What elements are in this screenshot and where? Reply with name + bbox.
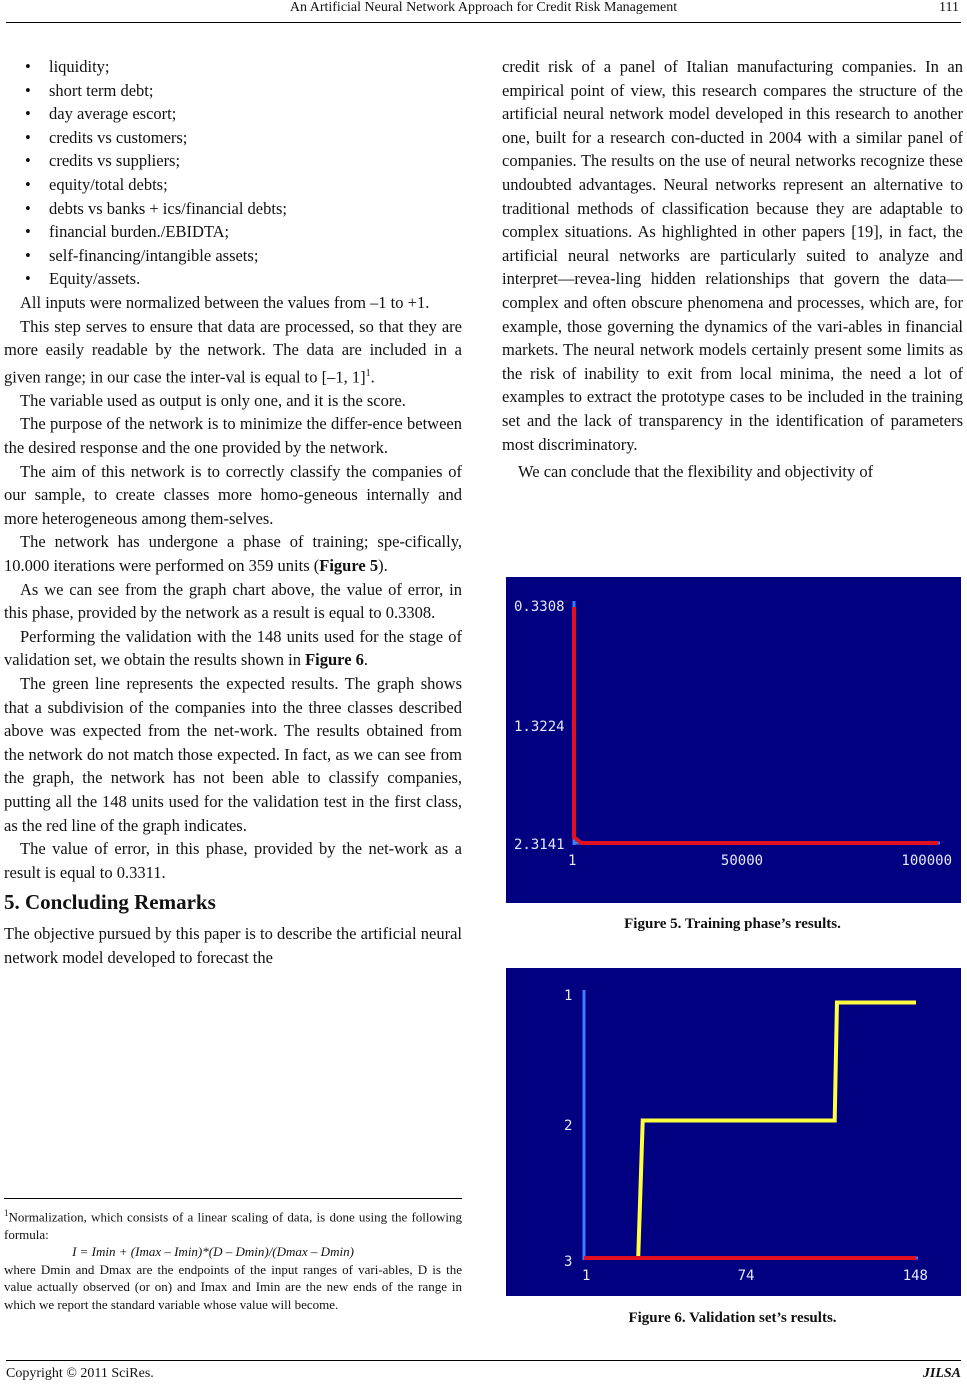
footnote-text: $^1$Normalization, which consists of a linear scaling of data, is done using the following formula: — [4, 1208, 462, 1242]
x-tick-label: 100000 — [901, 853, 952, 869]
list-item: • equity/total debts; — [49, 173, 462, 197]
figure-5-svg — [506, 577, 961, 903]
paragraph: The objective pursued by this paper is to describe the artificial neural network model developed to forecast the — [4, 924, 462, 967]
paragraph: All inputs were normalized between the values from –1 to +1. — [20, 292, 430, 312]
x-tick-label: 1 — [582, 1268, 591, 1284]
figure-reference[interactable]: Figure 6 — [305, 650, 364, 670]
figure-reference[interactable]: Figure 5 — [319, 555, 379, 575]
footnote-formula: I = Imin + (Imax – Imin)*(D – Dmin)/(Dmax – Dmin) — [72, 1244, 354, 1260]
paragraph: We can conclude that the flexibility and objectivity of — [518, 462, 874, 482]
figure-5-caption: Figure 5. Training phase’s results. — [624, 916, 841, 932]
paragraph: As we can see from the graph chart above, the value of error, in this phase, provided by the network as a result is equal to 0.3308. — [4, 579, 462, 623]
footnote-mark: 1 — [365, 367, 371, 379]
y-tick-label: 0.3308 — [514, 599, 565, 615]
x-tick-label: 74 — [737, 1268, 755, 1284]
series-line-1 — [584, 1003, 916, 1258]
series-line-1 — [574, 607, 938, 843]
paragraph: The green line represents the expected results. The graph shows that a subdivision of the companies into the three classes described above was expected from the net-work. The results obtained from the network do not match those expected. In fact, as we can see from the graph, the network has not been able to classify companies, putting all the 148 units used for the validation test in the first class, as the red line of the graph indicates. — [4, 673, 462, 835]
section-heading: 5. Concluding Remarks — [4, 890, 216, 915]
list-item: • credits vs customers; — [49, 126, 462, 150]
list-item: • day average escort; — [49, 102, 462, 126]
paragraph: The purpose of the network is to minimize the differ-ence between the desired response and the one provided by the network. — [4, 414, 462, 457]
footnote-rule — [4, 1198, 462, 1199]
header-rule — [6, 22, 961, 23]
left-column — [4, 55, 462, 969]
paragraph: The network has undergone a phase of training; spe-cifically, 10.000 iterations were performed on 359 units (Figure 5). — [4, 532, 462, 575]
list-item: • financial burden./EBIDTA; — [49, 220, 462, 244]
footnote — [4, 1198, 462, 1313]
y-tick-label: 2 — [564, 1118, 573, 1134]
figure-6-chart — [506, 968, 961, 1296]
list-item: • debts vs banks + ics/financial debts; — [49, 197, 462, 221]
paragraph: credit risk of a panel of Italian manufacturing companies. In an empirical point of view, this research compares the structure of the artificial neural network model developed in this research to another one, built for a research con-ducted in 2004 with a similar panel of companies. The results on the use of neural networks recognize these undoubted advantages. Neural networks represent an alternative to traditional methods of classification because they are adaptable to complex situations. As highlighted in other papers [19], in fact, the artificial neural networks are particularly suited to analyze and interpret—revea-ling hidden relationships that govern the data—complex and often obscure phenomena and processes, which are, for example, those governing the dynamics of the vari-ables in financial markets. The neural network models certainly present some limits as the risk of inability to exit from local minima, the need a lot of examples to extract the prototype cases to be included in the training set and the lack of transparency in the identification of parameters most discriminatory. — [502, 57, 963, 454]
paragraph: This step serves to ensure that data are processed, so that they are more easily readable by the network. The data are included in a given range; in our case the inter-val is equal to [–1, 1]$^1$. — [4, 316, 462, 387]
journal-abbrev: JILSA — [922, 1366, 961, 1381]
right-column — [502, 55, 963, 484]
copyright-notice: Copyright © 2011 SciRes. — [6, 1366, 154, 1381]
list-item: • credits vs suppliers; — [49, 149, 462, 173]
running-header — [0, 0, 967, 22]
list-item: • liquidity; — [49, 55, 462, 79]
figure-6-svg — [506, 968, 961, 1296]
footnote-text: where Dmin and Dmax are the endpoints of the input ranges of vari-ables, D is the value actually observed (or on) and Imax and Imin are the new ends of the range in which we report the standard variable whose value will become. — [4, 1261, 462, 1312]
running-title: An Artificial Neural Network Approach for Credit Risk Management — [289, 0, 678, 15]
input-variable-list — [4, 55, 462, 291]
x-tick-label: 1 — [568, 853, 577, 869]
list-item: • short term debt; — [49, 79, 462, 103]
paragraph: The aim of this network is to correctly classify the companies of our sample, to create classes more homo-geneous internally and more heterogeneous among them-selves. — [4, 461, 462, 528]
x-tick-label: 50000 — [720, 853, 764, 869]
footer-rule — [6, 1360, 961, 1361]
page-number: 111 — [939, 0, 959, 15]
figure-6-caption: Figure 6. Validation set’s results. — [628, 1310, 837, 1326]
paragraph: Performing the validation with the 148 units used for the stage of validation set, we obtain the results shown in Figure 6. — [4, 626, 462, 670]
figure-5-chart — [506, 577, 961, 903]
y-tick-label: 1.3224 — [514, 719, 565, 735]
y-tick-label: 1 — [564, 988, 573, 1004]
paragraph: The value of error, in this phase, provided by the net-work as a result is equal to 0.3311. — [4, 839, 462, 882]
x-tick-label: 148 — [902, 1268, 928, 1284]
paragraph: The variable used as output is only one, and it is the score. — [20, 390, 406, 410]
y-tick-label: 3 — [564, 1254, 573, 1270]
y-tick-label: 2.3141 — [514, 837, 565, 853]
list-item: • self-financing/intangible assets; — [49, 244, 462, 268]
list-item: • Equity/assets. — [49, 267, 462, 291]
